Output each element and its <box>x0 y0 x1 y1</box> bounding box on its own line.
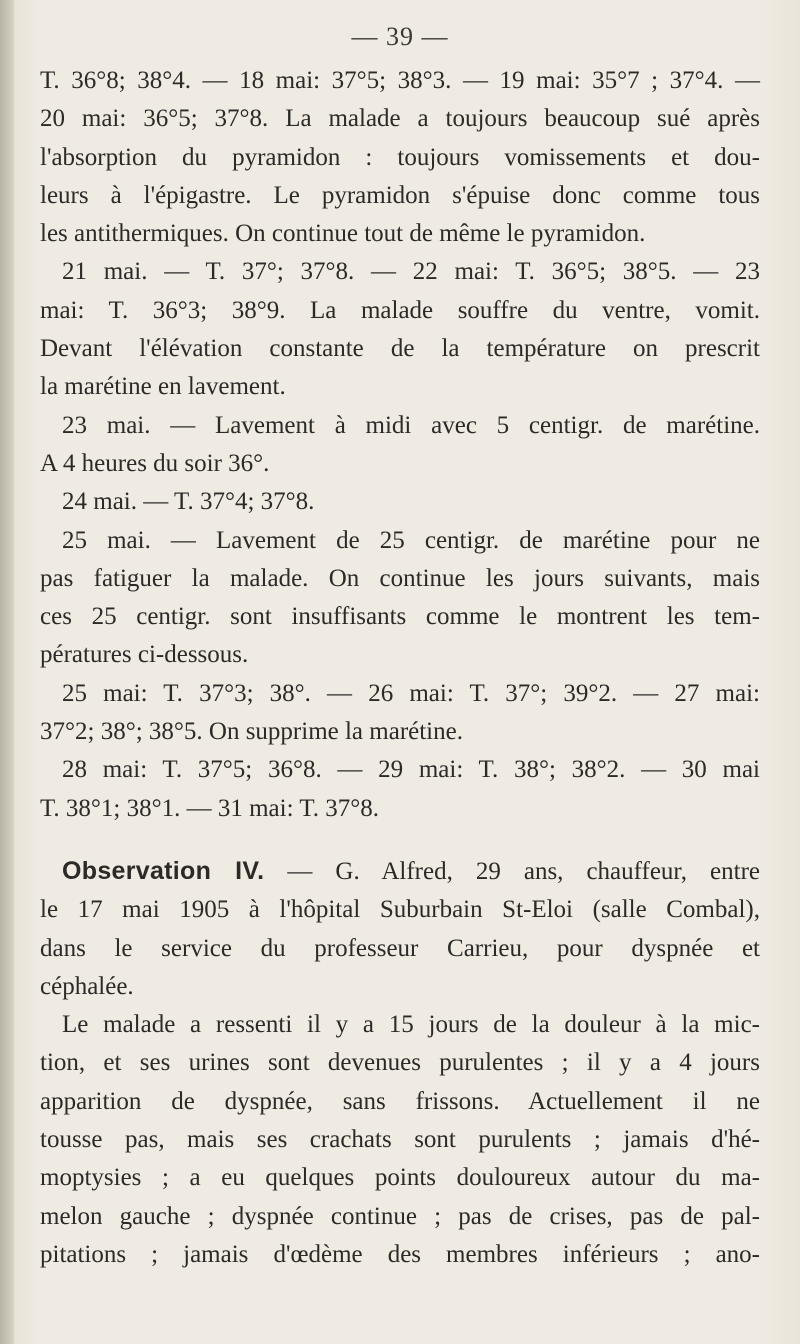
section-gap <box>40 828 760 852</box>
text-line: 37°2; 38°; 38°5. On supprime la marétine. <box>40 718 463 746</box>
page-binding-shadow <box>0 0 14 1344</box>
observation-title: Observation IV. <box>62 856 265 885</box>
text-line: 23 mai. — Lavement à midi avec 5 centigr. de marétine. <box>62 411 760 439</box>
text-line: l'absorption du pyramidon : toujours vomissements et dou- <box>40 143 760 171</box>
text-line: apparition de dyspnée, sans frissons. Actuellement il ne <box>40 1087 760 1115</box>
text-line: 21 mai. — T. 37°; 37°8. — 22 mai: T. 36°5; 38°5. — 23 <box>62 258 760 286</box>
text-line: T. 38°1; 38°1. — 31 mai: T. 37°8. <box>40 794 380 822</box>
text-line <box>40 852 760 891</box>
text-line: pas fatiguer la malade. On continue les jours suivants, mais <box>40 564 760 592</box>
text-line: 20 mai: 36°5; 37°8. La malade a toujours beaucoup sué après <box>40 105 760 133</box>
text-line: Le malade a ressenti il y a 15 jours de la douleur à la mic- <box>62 1011 760 1039</box>
text-line: T. 36°8; 38°4. — 18 mai: 37°5; 38°3. — 19 mai: 35°7 ; 37°4. — <box>40 67 760 94</box>
text-line: 25 mai: T. 37°3; 38°. — 26 mai: T. 37°; 39°2. — 27 mai: <box>62 679 760 707</box>
text-line: moptysies ; a eu quelques points douloureux autour du ma- <box>40 1164 760 1192</box>
observation-intro: — G. Alfred, 29 ans, chauffeur, entre <box>287 857 760 885</box>
text-line: pitations ; jamais d'œdème des membres inférieurs ; ano- <box>40 1240 760 1268</box>
paragraph-may-28 <box>40 751 760 828</box>
paragraph-history <box>40 1006 760 1274</box>
text-line: 24 mai. — T. 37°4; 37°8. <box>62 488 315 516</box>
paragraph-temperatures-may <box>40 62 760 253</box>
page-number: — 39 — <box>351 22 449 51</box>
text-line: A 4 heures du soir 36°. <box>40 449 270 477</box>
text-line: la marétine en lavement. <box>40 373 286 401</box>
text-line: 25 mai. — Lavement de 25 centigr. de marétine pour ne <box>62 526 760 554</box>
text-line: pératures ci-dessous. <box>40 641 249 669</box>
text-line: 28 mai: T. 37°5; 36°8. — 29 mai: T. 38°; 38°2. — 30 mai <box>62 756 760 784</box>
paragraph-may-23 <box>40 407 760 484</box>
paragraph-temperatures-list <box>40 675 760 752</box>
text-line: les antithermiques. On continue tout de même le pyramidon. <box>40 220 646 248</box>
text-line: ces 25 centigr. sont insuffisants comme le montrent les tem- <box>40 603 760 631</box>
paragraph-may-24 <box>40 483 760 521</box>
text-line: melon gauche ; dyspnée continue ; pas de crises, pas de pal- <box>40 1202 760 1230</box>
text-line: tion, et ses urines sont devenues purulentes ; il y a 4 jours <box>40 1049 760 1077</box>
paragraph-may-25 <box>40 522 760 675</box>
text-line: dans le service du professeur Carrieu, pour dyspnée et <box>40 934 760 962</box>
text-line: Devant l'élévation constante de la température on prescrit <box>40 335 760 363</box>
text-line: tousse pas, mais ses crachats sont purulents ; jamais d'hé- <box>40 1126 760 1154</box>
text-line: le 17 mai 1905 à l'hôpital Suburbain St-Eloi (salle Combal), <box>40 896 760 924</box>
text-line: céphalée. <box>40 972 134 1000</box>
paragraph-may-21 <box>40 253 760 406</box>
body-text <box>40 62 760 1274</box>
text-line: leurs à l'épigastre. Le pyramidon s'épuise donc comme tous <box>40 181 760 209</box>
text-line: mai: T. 36°3; 38°9. La malade souffre du ventre, vomit. <box>40 296 760 324</box>
paragraph-observation-iv <box>40 852 760 1006</box>
